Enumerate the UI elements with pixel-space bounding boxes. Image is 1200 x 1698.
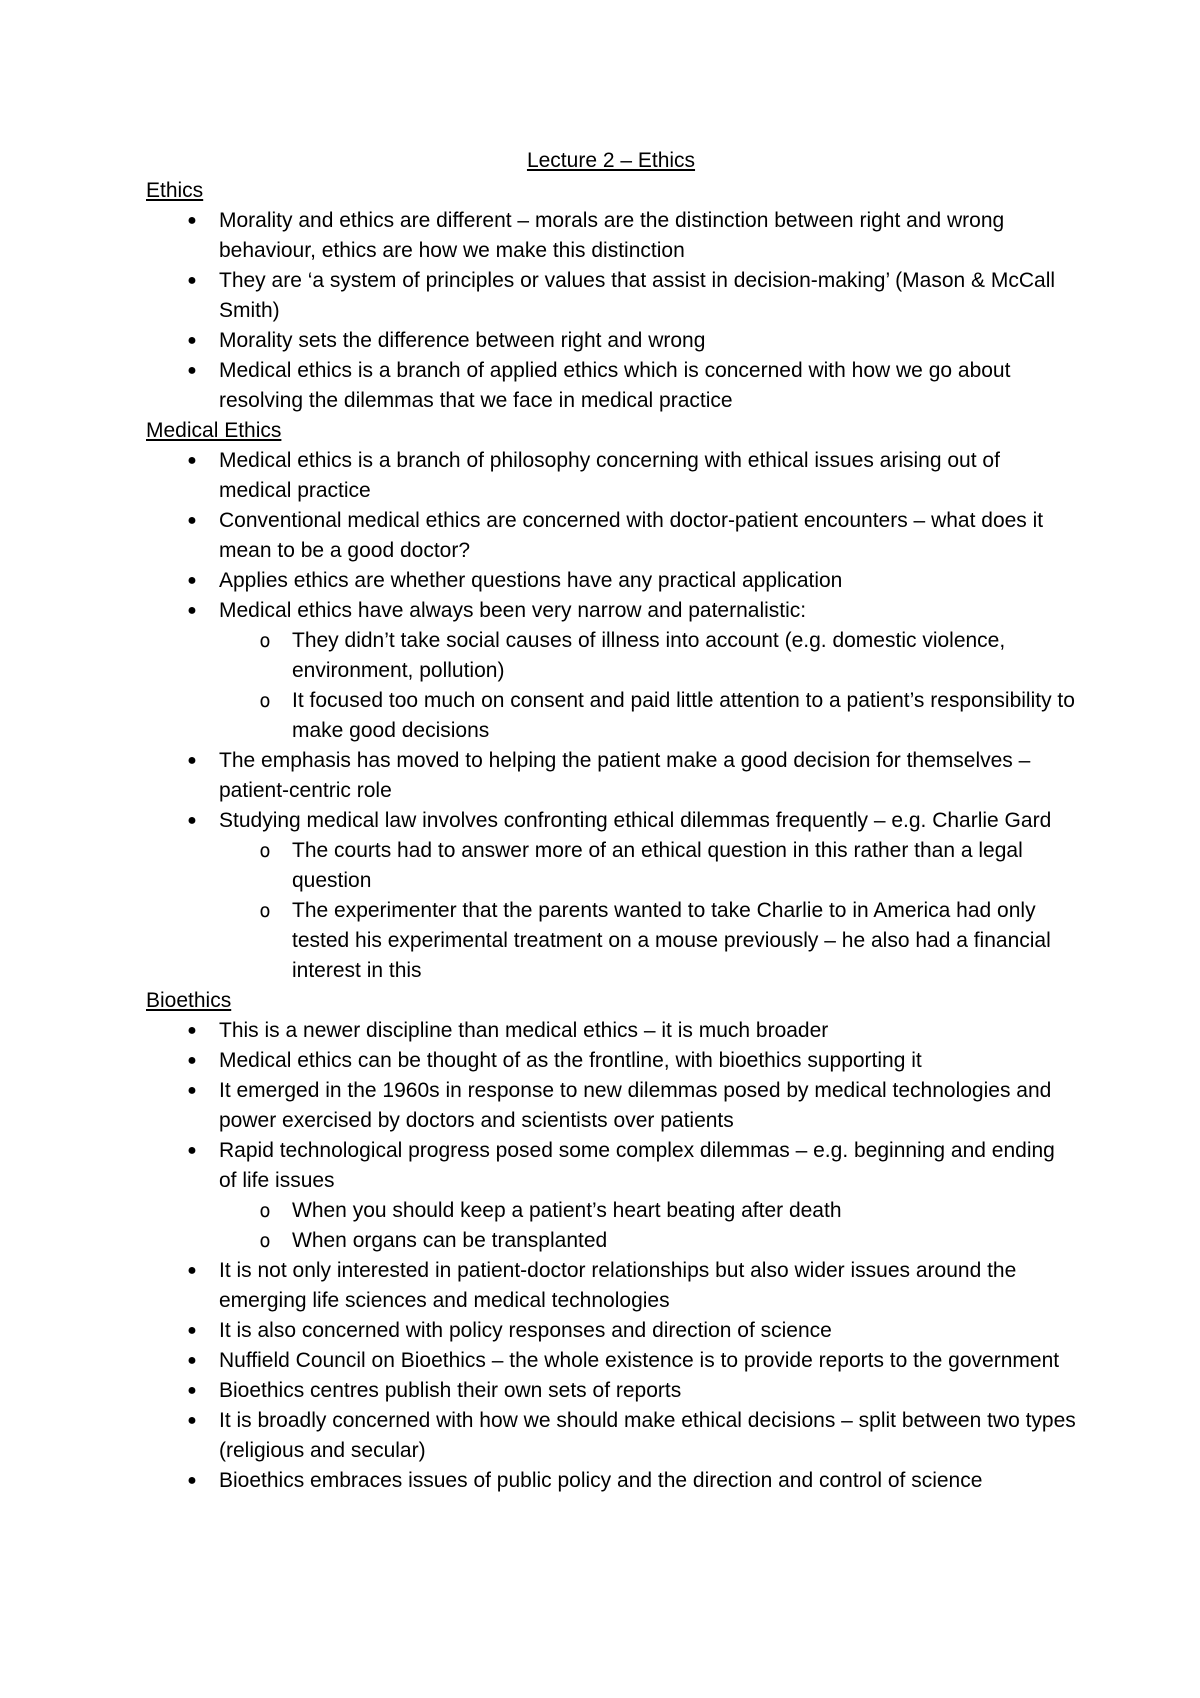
bullet-item (146, 1406, 1076, 1466)
sub-bullet-item (219, 896, 1076, 986)
bullet-list (146, 446, 1076, 986)
bullet-text: Rapid technological progress posed some complex dilemmas – e.g. beginning and ending of life issues (219, 1139, 1055, 1192)
bullet-text: Medical ethics is a branch of philosophy concerning with ethical issues arising out of medical practice (219, 449, 1000, 502)
bullet-icon: ● (187, 1082, 197, 1099)
bullet-text: Studying medical law involves confronting ethical dilemmas frequently – e.g. Charlie Gard (219, 809, 1052, 832)
bullet-icon: ● (187, 1352, 197, 1369)
section-heading: Medical Ethics (146, 419, 282, 442)
bullet-text: Medical ethics have always been very narrow and paternalistic: (219, 599, 807, 622)
circle-bullet-icon: o (259, 690, 271, 712)
bullet-text: Medical ethics can be thought of as the frontline, with bioethics supporting it (219, 1049, 922, 1072)
bullet-text: Bioethics centres publish their own sets of reports (219, 1379, 682, 1402)
sub-bullet-text: When organs can be transplanted (292, 1229, 608, 1252)
bullet-text: It is broadly concerned with how we should make ethical decisions – split between two types (religious and secular) (219, 1409, 1076, 1462)
bullet-icon: ● (187, 1262, 197, 1279)
sub-bullet-item (219, 836, 1076, 896)
sub-bullet-text: It focused too much on consent and paid little attention to a patient’s responsibility to make good decisions (292, 689, 1075, 742)
bullet-item (146, 1376, 1076, 1406)
bullet-item (146, 1016, 1076, 1046)
sub-bullet-text: When you should keep a patient’s heart beating after death (292, 1199, 842, 1222)
bullet-list (146, 1016, 1076, 1496)
bullet-item (146, 506, 1076, 566)
bullet-text: Medical ethics is a branch of applied ethics which is concerned with how we go about resolving the dilemmas that we face in medical practice (219, 359, 1011, 412)
bullet-text: Bioethics embraces issues of public policy and the direction and control of science (219, 1469, 983, 1492)
section (146, 416, 1076, 986)
bullet-item (146, 266, 1076, 326)
bullet-icon: ● (187, 512, 197, 529)
bullet-item (146, 566, 1076, 596)
sub-bullet-text: The experimenter that the parents wanted to take Charlie to in America had only tested his experimental treatment on a mouse previously – he also had a financial interest in this (292, 899, 1051, 982)
bullet-icon: ● (187, 602, 197, 619)
sub-bullet-text: They didn’t take social causes of illness into account (e.g. domestic violence, environment, pollution) (292, 629, 1006, 682)
bullet-icon: ● (187, 1142, 197, 1159)
bullet-icon: ● (187, 1472, 197, 1489)
sub-bullet-list (219, 836, 1076, 986)
document-body (146, 176, 1076, 1496)
bullet-item (146, 1466, 1076, 1496)
bullet-item (146, 596, 1076, 746)
bullet-text: It emerged in the 1960s in response to new dilemmas posed by medical technologies and power exercised by doctors and scientists over patients (219, 1079, 1052, 1132)
bullet-list (146, 206, 1076, 416)
bullet-item (146, 1256, 1076, 1316)
section-heading: Ethics (146, 179, 204, 202)
bullet-item (146, 326, 1076, 356)
bullet-text: This is a newer discipline than medical ethics – it is much broader (219, 1019, 829, 1042)
section (146, 176, 1076, 416)
section-heading: Bioethics (146, 989, 232, 1012)
bullet-item (146, 1076, 1076, 1136)
bullet-item (146, 1316, 1076, 1346)
circle-bullet-icon: o (259, 1230, 271, 1252)
bullet-icon: ● (187, 362, 197, 379)
bullet-icon: ● (187, 1412, 197, 1429)
bullet-text: Conventional medical ethics are concerned with doctor-patient encounters – what does it mean to be a good doctor? (219, 509, 1044, 562)
bullet-text: Applies ethics are whether questions have any practical application (219, 569, 843, 592)
bullet-text: Morality and ethics are different – morals are the distinction between right and wrong behaviour, ethics are how we make this distinction (219, 209, 1005, 262)
sub-bullet-item (219, 686, 1076, 746)
bullet-icon: ● (187, 1022, 197, 1039)
sub-bullet-list (219, 1196, 1076, 1256)
bullet-item (146, 356, 1076, 416)
bullet-icon: ● (187, 572, 197, 589)
bullet-item (146, 806, 1076, 986)
circle-bullet-icon: o (259, 840, 271, 862)
bullet-item (146, 1346, 1076, 1376)
document-title: Lecture 2 – Ethics (526, 149, 696, 172)
bullet-icon: ● (187, 1382, 197, 1399)
bullet-text: Morality sets the difference between right and wrong (219, 329, 706, 352)
sub-bullet-item (219, 1196, 1076, 1226)
circle-bullet-icon: o (259, 900, 271, 922)
sub-bullet-item (219, 1226, 1076, 1256)
sub-bullet-list (219, 626, 1076, 746)
bullet-item (146, 446, 1076, 506)
bullet-icon: ● (187, 212, 197, 229)
circle-bullet-icon: o (259, 1200, 271, 1222)
bullet-item (146, 206, 1076, 266)
sub-bullet-text: The courts had to answer more of an ethical question in this rather than a legal question (292, 839, 1023, 892)
document-page (146, 146, 1076, 1496)
bullet-icon: ● (187, 332, 197, 349)
bullet-text: It is not only interested in patient-doctor relationships but also wider issues around the emerging life sciences and medical technologies (219, 1259, 1017, 1312)
bullet-text: They are ‘a system of principles or values that assist in decision-making’ (Mason & McCall Smith) (219, 269, 1056, 322)
bullet-icon: ● (187, 752, 197, 769)
sub-bullet-item (219, 626, 1076, 686)
bullet-icon: ● (187, 1322, 197, 1339)
bullet-text: The emphasis has moved to helping the patient make a good decision for themselves – patient-centric role (219, 749, 1031, 802)
bullet-icon: ● (187, 272, 197, 289)
bullet-item (146, 1136, 1076, 1256)
bullet-item (146, 1046, 1076, 1076)
bullet-text: It is also concerned with policy responses and direction of science (219, 1319, 832, 1342)
bullet-icon: ● (187, 1052, 197, 1069)
bullet-item (146, 746, 1076, 806)
bullet-text: Nuffield Council on Bioethics – the whole existence is to provide reports to the government (219, 1349, 1060, 1372)
section (146, 986, 1076, 1496)
bullet-icon: ● (187, 452, 197, 469)
circle-bullet-icon: o (259, 630, 271, 652)
bullet-icon: ● (187, 812, 197, 829)
